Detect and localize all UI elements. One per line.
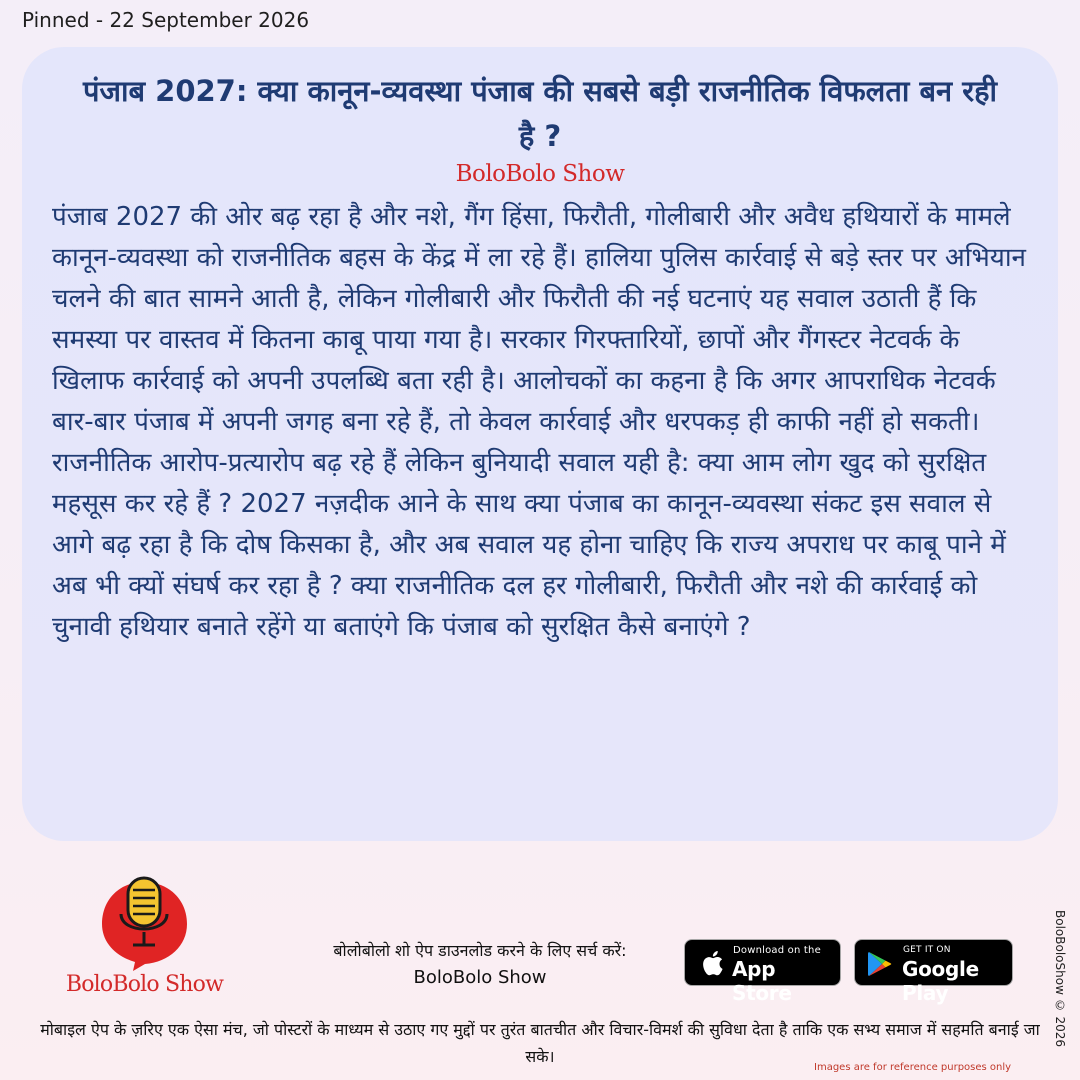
- app-store-label: App Store: [732, 957, 792, 1005]
- download-prompt: [295, 937, 665, 991]
- article-body: पंजाब 2027 की ओर बढ़ रहा है और नशे, गैंग हिंसा, फिरौती, गोलीबारी और अवैध हथियारों के मामले कानून-व्यवस्था को राजनीतिक बहस के केंद्र में ला रहे हैं। हालिया पुलिस कार्रवाई से बड़े स्तर पर अभियान चलने की बात सामने आती है, लेकिन गोलीबारी और फिरौती की नई घटनाएं यह सवाल उठाती हैं कि समस्या पर वास्तव में कितना काबू पाया गया है। सरकार गिरफ्तारियों, छापों और गैंगस्टर नेटवर्क के खिलाफ कार्रवाई को अपनी उपलब्धि बता रही है। आलोचकों का कहना है कि अगर आपराधिक नेटवर्क बार-बार पंजाब में अपनी जगह बना रहे हैं, तो केवल कार्रवाई और धरपकड़ ही काफी नहीं हो सकती। राजनीतिक आरोप-प्रत्यारोप बढ़ रहे हैं लेकिन बुनियादी सवाल यही है: क्या आम लोग खुद को सुरक्षित महसूस कर रहे हैं ? 2027 नज़दीक आने के साथ क्या पंजाब का कानून-व्यवस्था संकट इस सवाल से आगे बढ़ रहा है कि दोष किसका है, और अब सवाल यह होना चाहिए कि राज्य अपराध पर काबू पाने में अब भी क्यों संघर्ष कर रहा है ? क्या राजनीतिक दल हर गोलीबारी, फिरौती और नशे की कार्रवाई को चुनावी हथियार बनाते रहेंगे या बताएंगे कि पंजाब को सुरक्षित कैसे बनाएंगे ?: [52, 202, 1026, 642]
- google-play-label: Google Play: [902, 957, 979, 1005]
- google-play-button[interactable]: [854, 939, 1013, 1005]
- app-store-button[interactable]: [684, 939, 841, 1005]
- logo-wordmark: BoloBolo Show: [65, 972, 224, 997]
- reference-disclaimer: Images are for reference purposes only: [814, 1062, 1012, 1073]
- google-play-icon: [866, 950, 894, 978]
- pinned-date: Pinned - 22 September 2026: [22, 8, 310, 32]
- apple-icon: [698, 949, 724, 977]
- bolobolo-logo: [62, 872, 227, 1002]
- article-card: [22, 47, 1058, 841]
- app-store-small-label: Download on the: [733, 945, 821, 956]
- footer-tagline: मोबाइल ऐप के ज़रिए एक ऐसा मंच, जो पोस्टरों के माध्यम से उठाए गए मुद्दों पर तुरंत बातचीत और विचार-विमर्श की सुविधा देता है ताकि एक सभ्य समाज में सहमति बनाई जा सके।: [40, 1020, 1040, 1066]
- download-app-name: BoloBolo Show: [413, 967, 547, 988]
- download-instruction: बोलोबोलो शो ऐप डाउनलोड करने के लिए सर्च करें:: [333, 941, 627, 960]
- article-headline: पंजाब 2027: क्या कानून-व्यवस्था पंजाब की सबसे बड़ी राजनीतिक विफलता बन रही है ?: [82, 74, 997, 153]
- card-brand: BoloBolo Show: [455, 161, 625, 187]
- microphone-icon: [97, 872, 192, 972]
- copyright-credit: BoloBoloShow © 2026: [1053, 910, 1067, 1048]
- google-play-small-label: GET IT ON: [903, 945, 951, 955]
